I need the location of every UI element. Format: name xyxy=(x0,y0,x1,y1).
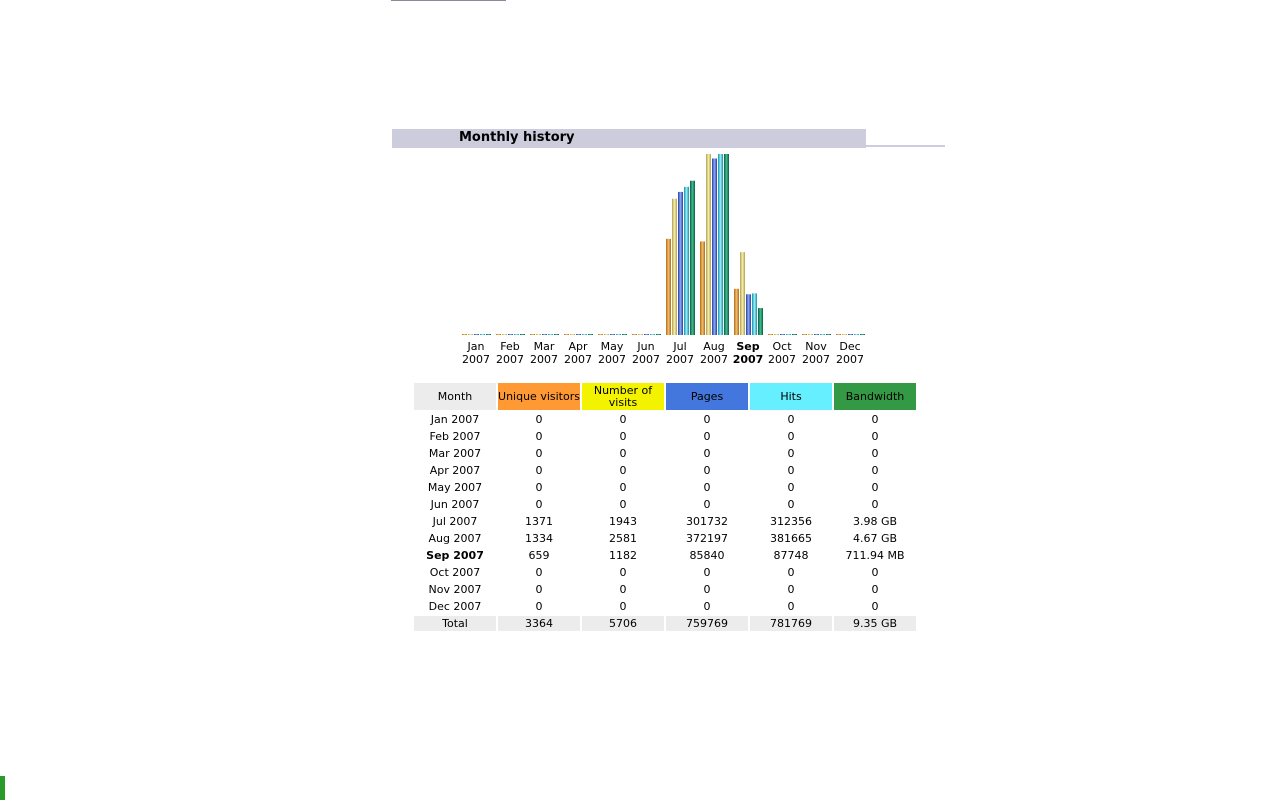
x-tick-year-label: 2007 xyxy=(802,353,830,366)
pages-bar xyxy=(814,334,819,335)
visits-bar xyxy=(774,334,779,335)
unique-visitors-bar xyxy=(802,334,807,335)
month-cell: Dec 2007 xyxy=(428,600,482,613)
table-row xyxy=(414,429,916,444)
table-total-row xyxy=(414,616,916,631)
unique-visitors-cell: 0 xyxy=(535,430,543,443)
pages-cell: 0 xyxy=(703,566,711,579)
x-tick-year-label: 2007 xyxy=(564,353,592,366)
header-bandwidth: Bandwidth xyxy=(834,383,916,410)
x-tick-month-label: Oct xyxy=(772,340,792,353)
x-tick-year-label: 2007 xyxy=(836,353,864,366)
hits-cell: 0 xyxy=(787,566,795,579)
bandwidth-cell: 0 xyxy=(871,481,879,494)
hits-bar xyxy=(548,334,553,335)
table-row xyxy=(414,480,916,495)
table-row xyxy=(414,531,916,546)
bandwidth-cell: 0 xyxy=(871,498,879,511)
hits-cell: 0 xyxy=(787,498,795,511)
unique-visitors-bar xyxy=(666,239,671,335)
section-header-rule xyxy=(866,145,945,147)
bandwidth-cell: 711.94 MB xyxy=(845,549,905,562)
bandwidth-bar xyxy=(724,154,729,335)
header-hits: Hits xyxy=(750,383,832,410)
month-cell: Sep 2007 xyxy=(426,549,484,562)
visits-cell: 0 xyxy=(619,430,627,443)
visits-bar xyxy=(468,334,473,335)
visits-cell: 0 xyxy=(619,566,627,579)
pages-bar xyxy=(746,294,751,335)
month-cell: Jan 2007 xyxy=(430,413,480,426)
hits-cell: 0 xyxy=(787,481,795,494)
unique-visitors-bar xyxy=(768,334,773,335)
top-link-underline xyxy=(391,0,506,1)
pages-cell: 0 xyxy=(703,481,711,494)
header-pages: Pages xyxy=(666,383,748,410)
visits-bar xyxy=(740,252,745,335)
monthly-history-table xyxy=(412,381,918,633)
pages-cell: 301732 xyxy=(686,515,728,528)
unique-visitors-bar xyxy=(632,334,637,335)
bandwidth-bar xyxy=(792,334,797,335)
month-cell: Oct 2007 xyxy=(429,566,481,579)
bandwidth-cell: 0 xyxy=(871,583,879,596)
hits-bar xyxy=(854,334,859,335)
total-unique-visitors-cell: 3364 xyxy=(498,616,580,631)
table-row xyxy=(414,514,916,529)
visits-cell: 2581 xyxy=(609,532,637,545)
hits-bar xyxy=(480,334,485,335)
bandwidth-bar xyxy=(588,334,593,335)
hits-cell: 312356 xyxy=(770,515,812,528)
table-row xyxy=(414,463,916,478)
table-row xyxy=(414,412,916,427)
pages-cell: 0 xyxy=(703,430,711,443)
visits-bar xyxy=(570,334,575,335)
unique-visitors-cell: 1334 xyxy=(525,532,553,545)
month-cell: Apr 2007 xyxy=(429,464,481,477)
pages-bar xyxy=(610,334,615,335)
hits-bar xyxy=(684,187,689,335)
x-tick-year-label: 2007 xyxy=(666,353,694,366)
hits-cell: 87748 xyxy=(773,549,809,562)
bandwidth-cell: 0 xyxy=(871,447,879,460)
bandwidth-bar xyxy=(758,308,763,335)
table-row-current-month xyxy=(414,548,916,563)
pages-bar xyxy=(474,334,479,335)
visits-cell: 0 xyxy=(619,464,627,477)
unique-visitors-bar xyxy=(734,289,739,335)
pages-bar xyxy=(848,334,853,335)
pages-bar xyxy=(644,334,649,335)
x-tick-month-label: Mar xyxy=(533,340,555,353)
x-tick-month-label: Dec xyxy=(839,340,861,353)
bandwidth-cell: 0 xyxy=(871,600,879,613)
table-row xyxy=(414,599,916,614)
x-tick-year-label: 2007 xyxy=(598,353,626,366)
x-tick-month-label: Jul xyxy=(673,340,687,353)
unique-visitors-cell: 659 xyxy=(528,549,550,562)
visits-cell: 0 xyxy=(619,498,627,511)
unique-visitors-bar xyxy=(496,334,501,335)
pages-cell: 85840 xyxy=(689,549,725,562)
bandwidth-bar xyxy=(860,334,865,335)
visits-cell: 0 xyxy=(619,413,627,426)
total-visits-cell: 5706 xyxy=(582,616,664,631)
x-tick-month-label: Sep xyxy=(736,340,760,353)
hits-bar xyxy=(752,293,757,335)
bandwidth-bar xyxy=(554,334,559,335)
pages-bar xyxy=(576,334,581,335)
unique-visitors-bar xyxy=(530,334,535,335)
unique-visitors-cell: 0 xyxy=(535,498,543,511)
x-tick-year-label: 2007 xyxy=(732,353,764,366)
unique-visitors-cell: 0 xyxy=(535,583,543,596)
total-pages-cell: 759769 xyxy=(666,616,748,631)
unique-visitors-cell: 1371 xyxy=(525,515,553,528)
visits-cell: 0 xyxy=(619,447,627,460)
x-tick-month-label: Jun xyxy=(637,340,655,353)
visits-bar xyxy=(672,199,677,335)
pages-cell: 0 xyxy=(703,413,711,426)
hits-bar xyxy=(616,334,621,335)
total-hits-cell: 781769 xyxy=(750,616,832,631)
month-cell: Nov 2007 xyxy=(428,583,482,596)
table-row xyxy=(414,497,916,512)
pages-bar xyxy=(678,192,683,335)
bandwidth-bar xyxy=(520,334,525,335)
pages-bar xyxy=(780,334,785,335)
monthly-history-chart xyxy=(392,150,892,375)
visits-cell: 0 xyxy=(619,481,627,494)
unique-visitors-cell: 0 xyxy=(535,447,543,460)
pages-cell: 0 xyxy=(703,447,711,460)
month-cell: Jul 2007 xyxy=(432,515,478,528)
hits-cell: 0 xyxy=(787,413,795,426)
x-tick-month-label: Feb xyxy=(500,340,520,353)
header-number-of-visits: Number of visits xyxy=(582,383,664,410)
visits-cell: 1943 xyxy=(609,515,637,528)
unique-visitors-cell: 0 xyxy=(535,600,543,613)
table-row xyxy=(414,565,916,580)
header-unique-visitors: Unique visitors xyxy=(498,383,580,410)
hits-cell: 0 xyxy=(787,600,795,613)
visits-bar xyxy=(808,334,813,335)
table-header-row xyxy=(414,383,916,410)
x-tick-year-label: 2007 xyxy=(462,353,490,366)
visits-bar xyxy=(638,334,643,335)
unique-visitors-cell: 0 xyxy=(535,566,543,579)
unique-visitors-cell: 0 xyxy=(535,464,543,477)
pages-cell: 372197 xyxy=(686,532,728,545)
pages-bar xyxy=(508,334,513,335)
hits-cell: 0 xyxy=(787,430,795,443)
hits-bar xyxy=(820,334,825,335)
table-row xyxy=(414,446,916,461)
x-tick-year-label: 2007 xyxy=(632,353,660,366)
hits-bar xyxy=(514,334,519,335)
hits-cell: 0 xyxy=(787,464,795,477)
total-bandwidth-cell: 9.35 GB xyxy=(834,616,916,631)
pages-cell: 0 xyxy=(703,600,711,613)
total-label-cell: Total xyxy=(414,616,496,631)
bandwidth-cell: 0 xyxy=(871,413,879,426)
x-tick-year-label: 2007 xyxy=(768,353,796,366)
hits-cell: 0 xyxy=(787,447,795,460)
bandwidth-cell: 3.98 GB xyxy=(852,515,898,528)
header-month: Month xyxy=(414,383,496,410)
visits-bar xyxy=(502,334,507,335)
month-cell: Aug 2007 xyxy=(428,532,482,545)
unique-visitors-bar xyxy=(598,334,603,335)
bandwidth-bar xyxy=(690,181,695,335)
x-tick-year-label: 2007 xyxy=(530,353,558,366)
bandwidth-bar xyxy=(826,334,831,335)
bandwidth-bar xyxy=(656,334,661,335)
pages-cell: 0 xyxy=(703,583,711,596)
month-cell: Mar 2007 xyxy=(428,447,482,460)
x-tick-month-label: Aug xyxy=(703,340,725,353)
x-tick-month-label: Nov xyxy=(805,340,827,353)
bandwidth-cell: 4.67 GB xyxy=(852,532,898,545)
pages-cell: 0 xyxy=(703,464,711,477)
month-cell: Feb 2007 xyxy=(429,430,481,443)
unique-visitors-bar xyxy=(836,334,841,335)
unique-visitors-cell: 0 xyxy=(535,481,543,494)
x-tick-year-label: 2007 xyxy=(700,353,728,366)
visits-bar xyxy=(536,334,541,335)
visits-cell: 1182 xyxy=(609,549,637,562)
month-cell: Jun 2007 xyxy=(430,498,480,511)
x-tick-month-label: May xyxy=(600,340,624,353)
hits-bar xyxy=(650,334,655,335)
x-tick-month-label: Jan xyxy=(467,340,485,353)
unique-visitors-bar xyxy=(564,334,569,335)
visits-bar xyxy=(604,334,609,335)
hits-bar xyxy=(786,334,791,335)
hits-bar xyxy=(582,334,587,335)
bandwidth-bar xyxy=(486,334,491,335)
bandwidth-cell: 0 xyxy=(871,430,879,443)
visits-cell: 0 xyxy=(619,600,627,613)
visits-bar xyxy=(842,334,847,335)
unique-visitors-bar xyxy=(700,241,705,335)
unique-visitors-bar xyxy=(462,334,467,335)
bandwidth-cell: 0 xyxy=(871,464,879,477)
pages-bar xyxy=(712,158,717,335)
x-tick-year-label: 2007 xyxy=(496,353,524,366)
hits-cell: 0 xyxy=(787,583,795,596)
bandwidth-cell: 0 xyxy=(871,566,879,579)
bandwidth-bar xyxy=(622,334,627,335)
visits-cell: 0 xyxy=(619,583,627,596)
pages-cell: 0 xyxy=(703,498,711,511)
section-title: Monthly history xyxy=(459,130,575,145)
table-row xyxy=(414,582,916,597)
pages-bar xyxy=(542,334,547,335)
hits-cell: 381665 xyxy=(770,532,812,545)
visits-bar xyxy=(706,154,711,335)
unique-visitors-cell: 0 xyxy=(535,413,543,426)
month-cell: May 2007 xyxy=(427,481,483,494)
hits-bar xyxy=(718,154,723,335)
corner-decoration xyxy=(0,776,5,800)
x-tick-month-label: Apr xyxy=(568,340,588,353)
